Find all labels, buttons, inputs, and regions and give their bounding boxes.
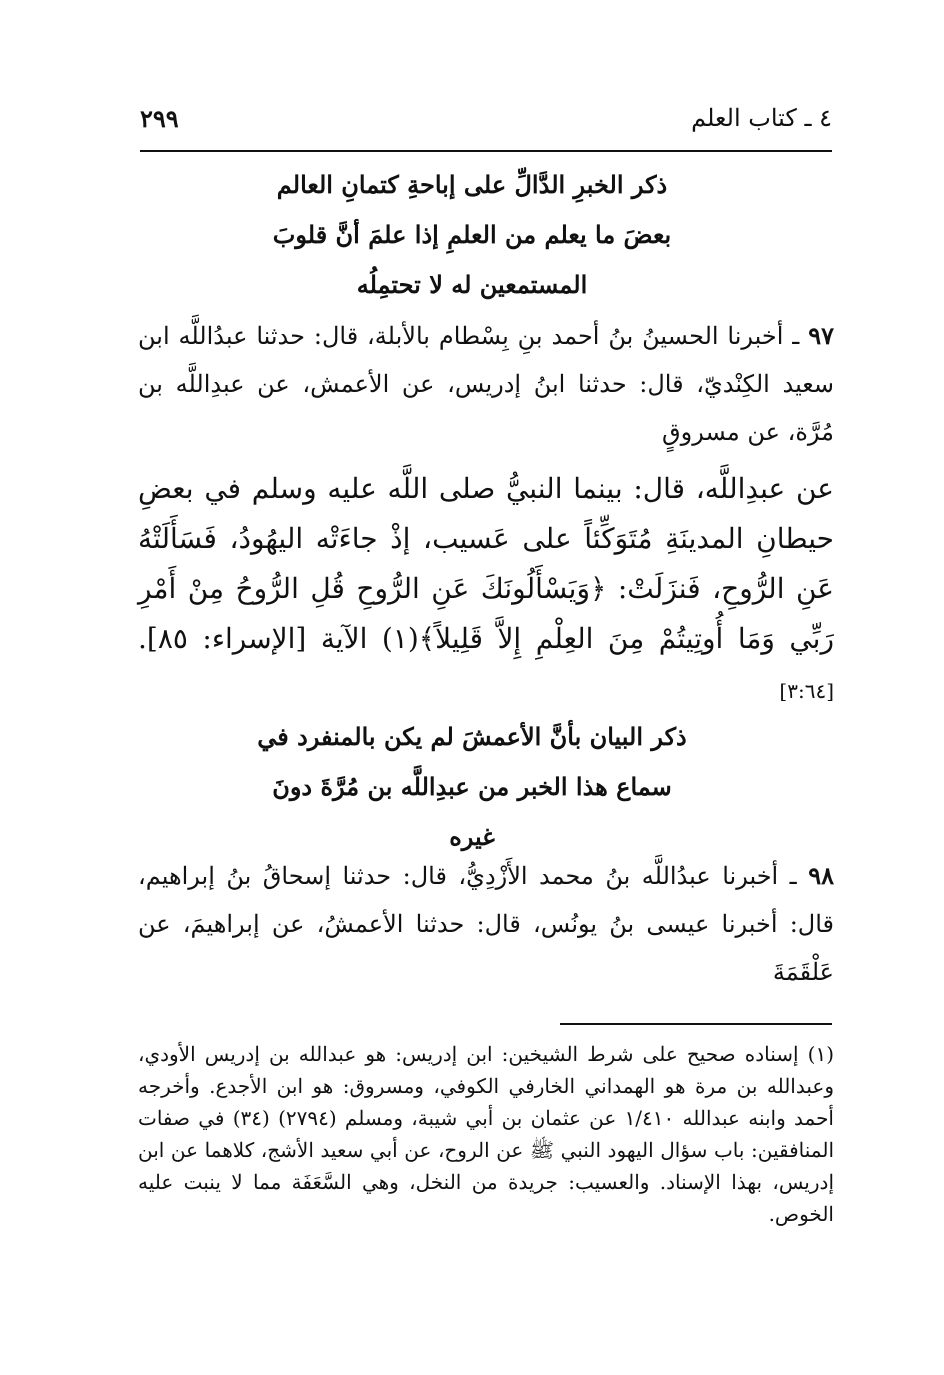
section-heading-1-line2: بعضَ ما يعلم من العلمِ إذا علمَ أنَّ قلوبَ (272, 220, 672, 249)
hadith-97-number: ٩٧ (808, 321, 834, 350)
hadith-97-reference: [٣:٦٤] (779, 679, 834, 703)
hadith-98-isnad (138, 852, 834, 996)
section-heading-1-line3: المستمعين له لا تحتمِلُه (356, 270, 588, 299)
section-heading-2-line3: غيره (449, 822, 495, 851)
section-heading-2-line2: سماع هذا الخبر من عبدِاللَّه بن مُرَّةَ دونَ (272, 772, 672, 801)
hadith-98-number: ٩٨ (808, 861, 834, 890)
hadith-98-isnad-text: ـ أخبرنا عبدُاللَّه بنُ محمد الأَزْدِيُّ، قال: حدثنا إسحاقُ بنُ إبراهيم، قال: أخبرنا عيسى بنُ يونُس، قال: حدثنا الأعمشُ، عن إبراهيمَ، عن عَلْقَمَةَ (138, 862, 834, 986)
hadith-97-matn (138, 464, 834, 716)
footnote-marker: (١) (807, 1042, 835, 1066)
header-rule (140, 150, 832, 152)
footnote-1 (138, 1038, 834, 1230)
hadith-97-isnad-text: ـ أخبرنا الحسينُ بنُ أحمد بنِ بِسْطام بالأبلة، قال: حدثنا عبدُاللَّه ابن سعيد الكِنْديّ، قال: حدثنا ابنُ إدريس، عن الأعمش، عن عبدِاللَّه بن مُرَّة، عن مسروقٍ (138, 322, 834, 446)
chapter-title: ٤ ـ كتاب العلم (691, 104, 832, 132)
footnote-rule (560, 1023, 832, 1025)
hadith-97-isnad (138, 312, 834, 456)
section-heading-1-line1: ذكر الخبرِ الدَّالِّ على إباحةِ كتمانِ العالم (276, 170, 668, 199)
page-number: ٢٩٩ (140, 104, 179, 133)
section-heading-1 (180, 160, 764, 310)
footnote-text: إسناده صحيح على شرط الشيخين: ابن إدريس: هو عبدالله بن إدريس الأودي، وعبدالله بن مرة هو الهمداني الخارفي الكوفي، ومسروق: هو ابن الأجدع. وأخرجه أحمد وابنه عبدالله ١/٤١٠ عن عثمان بن أبي شيبة، ومسلم (٢٧٩٤) (٣٤) في صفات المنافقين: باب سؤال اليهود النبي ﷺ عن الروح، عن أبي سعيد الأشج، كلاهما عن ابن إدريس، بهذا الإسناد. والعسيب: جريدة من النخل، وهي السَّعَفَة مما لا ينبت عليه الخوص. (138, 1042, 834, 1226)
section-heading-2-line1: ذكر البيان بأنَّ الأعمشَ لم يكن بالمنفرد في (257, 722, 687, 751)
hadith-97-matn-text: عن عبدِاللَّه، قال: بينما النبيُّ صلى اللَّه عليه وسلم في بعضِ حيطانِ المدينَةِ مُتَوَكِّئاً على عَسيب، إذْ جاءَتْه اليهُودُ، فَسَأَلَتْهُ عَنِ الرُّوحِ، فَنزَلَتْ: ﴿وَيَسْأَلُونَكَ عَنِ الرُّوحِ قُلِ الرُّوحُ مِنْ أَمْرِ رَبِّي وَمَا أُوتِيتُمْ مِنَ العِلْمِ إِلاَّ قَلِيلاً﴾(١) الآية [الإسراء: ٨٥]. (138, 472, 834, 655)
section-heading-2 (210, 712, 734, 862)
